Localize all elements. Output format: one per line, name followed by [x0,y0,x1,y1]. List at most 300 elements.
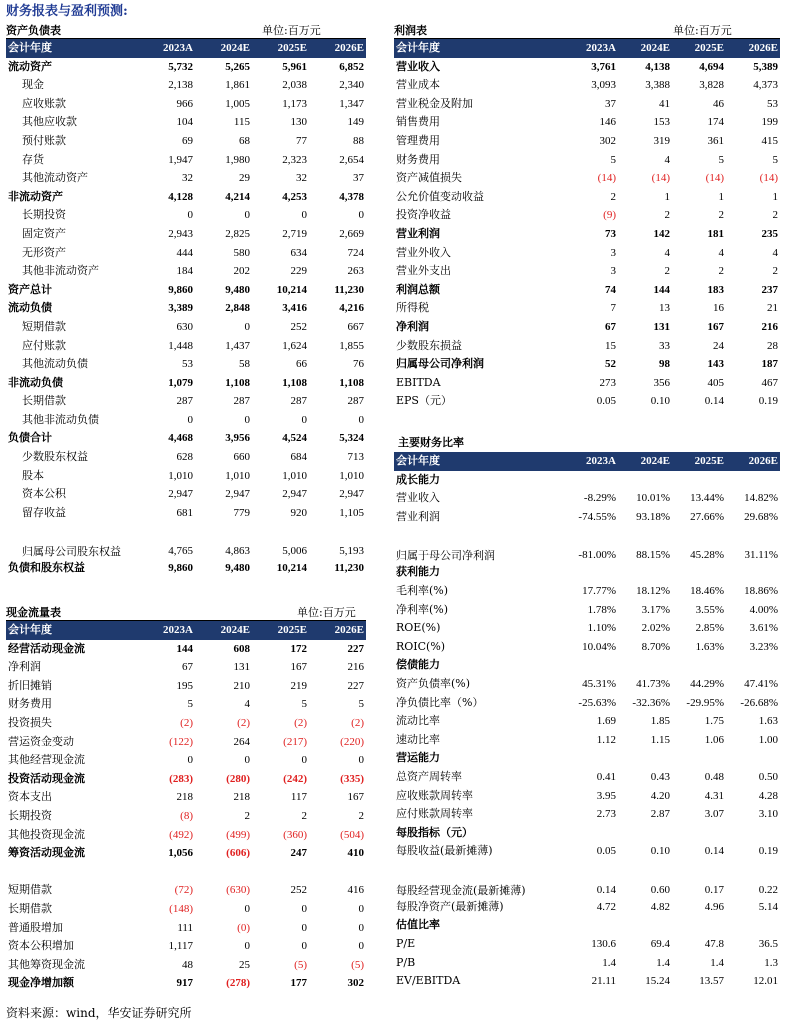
cell-value: 0 [244,940,250,953]
cell-value: (8) [180,809,193,822]
cell-value: 237 [761,283,778,296]
cell-value: 77 [296,134,307,147]
cell-value: -81.00% [578,549,616,562]
cell-value: 5,265 [225,60,250,73]
cell-value: (5) [351,958,364,971]
cell-value: 0 [301,902,307,915]
cell-value: 218 [233,791,250,804]
cell-value: 410 [347,847,364,860]
table-row [394,582,780,601]
cell-value: 0 [358,413,364,426]
cell-value: 4 [664,153,670,166]
row-label: 其他非流动负债 [22,412,99,426]
table-row [394,58,780,77]
table-row [394,299,780,318]
table-row [394,132,780,151]
header-year: 2024E [195,621,252,640]
cell-value [672,563,726,582]
table-row [6,751,366,770]
cell-value: 227 [347,642,364,655]
row-label: 非流动资产 [8,189,63,203]
cell-value: 2 [610,190,616,203]
row-label: 投资损失 [8,715,52,729]
table-row [6,132,366,151]
cell-value: 52 [605,358,616,371]
table-row [6,522,366,559]
cell-value: 219 [290,679,307,692]
cell-value: 174 [707,116,724,129]
cell-value: 47.41% [744,677,778,690]
cell-value: 0 [244,209,250,222]
cell-value: 1.15 [650,733,670,746]
cell-value [564,656,618,675]
table-row [6,863,366,882]
cell-value: 0 [301,754,307,767]
cell-value: 88.15% [636,549,670,562]
cell-value: 4 [664,246,670,259]
header-year: 2024E [195,39,252,58]
cell-value: 199 [761,116,778,129]
table-row [6,956,366,975]
table-row [6,262,366,281]
table-row [6,95,366,114]
cell-value: 920 [290,506,307,519]
cell-value: 12.01 [753,975,778,988]
row-label: 营业外收入 [396,245,451,259]
cell-value: 10,214 [276,562,307,575]
cell-value: 4.96 [704,900,724,913]
cell-value: 31.11% [744,549,778,562]
cell-value: 1.78% [587,603,616,616]
cell-value: 287 [347,395,364,408]
cell-value: 0 [301,209,307,222]
row-label: 预付账款 [22,133,66,147]
row-label: 现金净增加额 [8,976,74,990]
cell-value: 142 [653,227,670,240]
cell-value: -29.95% [686,696,724,709]
row-label: 归属于母公司净利润 [396,549,495,563]
cell-value: 93.18% [636,510,670,523]
table-row [6,206,366,225]
table-row [394,842,780,861]
cell-value [672,656,726,675]
cell-value: 2 [664,265,670,278]
cell-value: 4,524 [282,432,307,445]
cell-value: 2.02% [641,622,670,635]
cell-value: 181 [707,227,724,240]
cell-value: 3,389 [168,302,193,315]
row-label: 流动负债 [8,301,52,315]
cell-value: 5,193 [339,545,364,558]
cell-value: 1,437 [225,339,250,352]
cell-value: 3.61% [749,622,778,635]
cell-value: 2,719 [282,227,307,240]
cell-value: (72) [174,884,193,897]
header-label: 会计年度 [6,621,138,640]
cell-value: 1 [664,190,670,203]
row-label: 短期借款 [8,883,52,897]
table-row [6,504,366,523]
cell-value [309,863,366,882]
cell-value: 10,214 [276,283,307,296]
row-label: 归属母公司股东权益 [22,545,121,559]
cell-value: 210 [233,679,250,692]
cell-value: 608 [233,642,250,655]
row-label: 营业税金及附加 [396,96,473,110]
cell-value: 172 [290,642,307,655]
row-label: 应收账款 [22,96,66,110]
cell-value: 24 [713,339,724,352]
header-year: 2025E [252,39,309,58]
row-label: 营业收入 [396,491,440,505]
cell-value: 634 [290,246,307,259]
cell-value: 1,010 [168,469,193,482]
cell-value [252,863,309,882]
row-label: 净利润 [396,319,429,333]
row-label: 速动比率 [396,732,440,746]
table-row [394,768,780,787]
row-label: 资产总计 [8,282,52,296]
cell-value: 3.10 [758,808,778,821]
cell-value: 2,323 [282,153,307,166]
row-label: 毛利率(%) [396,583,449,597]
cell-value: 3.17% [641,603,670,616]
cell-value: 16 [713,302,724,315]
cell-value: 4.20 [650,789,670,802]
row-label: 少数股东损益 [396,338,462,352]
cell-value: 2,669 [339,227,364,240]
cell-value: 2 [244,809,250,822]
cell-value: (278) [226,977,250,990]
row-label: 长期投资 [8,808,52,822]
cell-value: 0 [358,940,364,953]
header-year: 2026E [726,452,780,471]
cell-value: 216 [761,320,778,333]
cell-value: 1,010 [339,469,364,482]
cell-value: 5,732 [168,60,193,73]
row-label: 资产减值损失 [396,171,462,185]
cell-value: (9) [603,209,616,222]
row-label: 营运资金变动 [8,734,74,748]
cell-value [564,824,618,843]
header-year: 2025E [252,621,309,640]
table-row [394,355,780,374]
table-row [394,489,780,508]
cell-value: 32 [296,172,307,185]
cell-value: 1,861 [225,79,250,92]
cell-value: 713 [347,451,364,464]
cell-value: (499) [226,828,250,841]
cell-value: 11,230 [334,283,364,296]
cell-value [564,563,618,582]
cell-value: 4,468 [168,432,193,445]
cell-value: 0 [244,413,250,426]
cell-value [672,824,726,843]
cell-value: 48 [182,958,193,971]
cell-value: 2 [664,209,670,222]
cell-value: 5,324 [339,432,364,445]
table-row [6,318,366,337]
cell-value: (2) [294,716,307,729]
cell-value: 0.48 [704,770,724,783]
cell-value: 8.70% [641,640,670,653]
table-row [394,916,780,935]
cell-value [726,471,780,490]
table-row [394,151,780,170]
row-label: 投资活动现金流 [8,771,85,785]
cell-value: (14) [759,172,778,185]
cell-value: 4,128 [168,190,193,203]
cell-value: 149 [347,116,364,129]
cell-value: 2 [772,209,778,222]
row-label: 资本支出 [8,790,52,804]
cell-value: 218 [176,791,193,804]
cell-value [618,656,672,675]
table-row [6,695,366,714]
table-row [6,658,366,677]
cell-value: 263 [347,265,364,278]
cell-value: 2 [358,809,364,822]
cell-value: 15.24 [645,975,670,988]
cell-value: 1,855 [339,339,364,352]
cell-value: (14) [597,172,616,185]
cashflow-heading: 现金流量表 [6,606,61,619]
cell-value: 1 [772,190,778,203]
cell-value: (492) [169,828,193,841]
table-row [394,113,780,132]
cell-value: 1 [718,190,724,203]
cell-value: (148) [169,902,193,915]
table-row [394,638,780,657]
table-row [6,337,366,356]
cell-value: 4 [244,698,250,711]
cell-value: 1,108 [225,376,250,389]
cell-value: 15 [605,339,616,352]
row-label: 获利能力 [396,565,440,579]
cell-value: -26.68% [740,696,778,709]
cell-value: 28 [767,339,778,352]
cell-value: 252 [290,884,307,897]
cell-value: 5 [301,698,307,711]
cell-value: 0 [187,209,193,222]
cell-value: 202 [233,265,250,278]
cell-value: (5) [294,958,307,971]
cell-value [672,471,726,490]
row-label: 负债合计 [8,431,52,445]
cell-value: 0.14 [596,883,616,896]
cell-value: 684 [290,451,307,464]
ratios-table [394,452,780,991]
cell-value: 0 [244,902,250,915]
table-row [6,770,366,789]
cell-value: (335) [340,772,364,785]
row-label: 存货 [22,152,44,166]
cell-value: (630) [226,884,250,897]
cell-value: 4,253 [282,190,307,203]
table-row [6,788,366,807]
cell-value: 1,117 [168,940,193,953]
header-year: 2023A [564,452,618,471]
cell-value [726,749,780,768]
cell-value: 4.82 [650,900,670,913]
cell-value: 2 [718,265,724,278]
row-label: 折旧摊销 [8,678,52,692]
cell-value: 184 [176,265,193,278]
cell-value: 3,956 [225,432,250,445]
cell-value: 444 [176,246,193,259]
cell-value: 45.31% [582,677,616,690]
row-label: 股本 [22,468,44,482]
cell-value: 27.66% [690,510,724,523]
table-row [6,714,366,733]
table-row [394,601,780,620]
row-label: 其他非流动资产 [22,264,99,278]
cell-value: (14) [705,172,724,185]
cell-value: 29.68% [744,510,778,523]
cell-value: 2.73 [596,808,616,821]
cell-value: 104 [176,116,193,129]
cell-value: 88 [353,134,364,147]
table-row [394,206,780,225]
cell-value: 0 [244,320,250,333]
cell-value: 1,108 [282,376,307,389]
cell-value: 0.17 [704,883,724,896]
table-row [6,76,366,95]
cell-value: -32.36% [632,696,670,709]
cell-value: 415 [761,134,778,147]
cell-value: 467 [761,376,778,389]
cell-value: 10.04% [582,640,616,653]
cell-value: 44.29% [690,677,724,690]
cell-value: 1.10% [587,622,616,635]
row-label: 总资产周转率 [396,769,462,783]
cell-value: 37 [353,172,364,185]
table-row [394,374,780,393]
cell-value: 2,038 [282,79,307,92]
cell-value: 18.86% [744,584,778,597]
cell-value [618,471,672,490]
cell-value: 177 [290,977,307,990]
table-row [394,749,780,768]
cell-value: 1,010 [225,469,250,482]
cell-value: 1.85 [650,715,670,728]
cell-value: 0.14 [704,395,724,408]
cell-value: 144 [653,283,670,296]
table-row [6,900,366,919]
cell-value: (360) [283,828,307,841]
row-label: 非流动负债 [8,375,63,389]
cell-value: 1,105 [339,506,364,519]
table-row [6,677,366,696]
cell-value: 143 [707,358,724,371]
cell-value: 1,108 [339,376,364,389]
cell-value: 3,761 [591,60,616,73]
header-year: 2023A [564,39,618,58]
cell-value: 2,138 [168,79,193,92]
cell-value: (217) [283,735,307,748]
cell-value [726,916,780,935]
cell-value: 195 [176,679,193,692]
cell-value: 130 [290,116,307,129]
cell-value: 2,947 [168,488,193,501]
table-row [6,392,366,411]
table-row [6,113,366,132]
row-label: 归属母公司净利润 [396,357,484,371]
cell-value: 9,480 [225,562,250,575]
table-row [394,861,780,898]
cell-value: 183 [707,283,724,296]
cell-value: 0 [301,940,307,953]
cell-value: 153 [653,116,670,129]
balance-unit: 单位:百万元 [262,24,321,37]
cell-value: 98 [659,358,670,371]
table-row [394,619,780,638]
row-label: 公允价值变动收益 [396,189,484,203]
table-row [6,937,366,956]
cell-value: (220) [340,735,364,748]
cell-value: 3,416 [282,302,307,315]
source-note: 资料来源：wind，华安证券研究所 [6,1006,192,1020]
cell-value: 4,378 [339,190,364,203]
table-row [394,225,780,244]
table-row [394,318,780,337]
row-label: P/E [396,937,416,951]
cell-value: 4,214 [225,190,250,203]
cell-value: 966 [176,97,193,110]
cell-value: 2,943 [168,227,193,240]
cell-value: 287 [176,395,193,408]
header-label: 会计年度 [6,39,138,58]
cell-value: 580 [233,246,250,259]
cell-value: 3,093 [591,79,616,92]
cell-value: 2,947 [282,488,307,501]
balance-sheet-table [6,39,366,578]
cell-value: 5,006 [282,545,307,558]
cell-value: 416 [347,884,364,897]
table-row [394,675,780,694]
table-row [394,563,780,582]
cell-value: 17.77% [582,584,616,597]
cell-value: 0.41 [596,770,616,783]
table-row [394,526,780,563]
cell-value: 66 [296,358,307,371]
income-heading: 利润表 [394,24,427,37]
table-row [394,656,780,675]
row-label: 利润总额 [396,282,440,296]
cell-value: 73 [605,227,616,240]
cell-value: 3.55% [695,603,724,616]
cell-value: 264 [233,735,250,748]
cell-value: 6,852 [339,60,364,73]
cell-value: 3.95 [596,789,616,802]
cell-value: 1.75 [704,715,724,728]
cell-value: 18.46% [690,584,724,597]
row-label: 流动资产 [8,59,52,73]
cashflow-table [6,621,366,993]
cell-value: (283) [169,772,193,785]
cell-value [618,824,672,843]
row-label: 普通股增加 [8,920,63,934]
header-label: 会计年度 [394,452,564,471]
cell-value: 2 [772,265,778,278]
cell-value: -74.55% [578,510,616,523]
cell-value: 2 [718,209,724,222]
table-row [6,151,366,170]
cell-value: 9,480 [225,283,250,296]
table-row [394,76,780,95]
row-label: 营业利润 [396,509,440,523]
cell-value: 2.87 [650,808,670,821]
